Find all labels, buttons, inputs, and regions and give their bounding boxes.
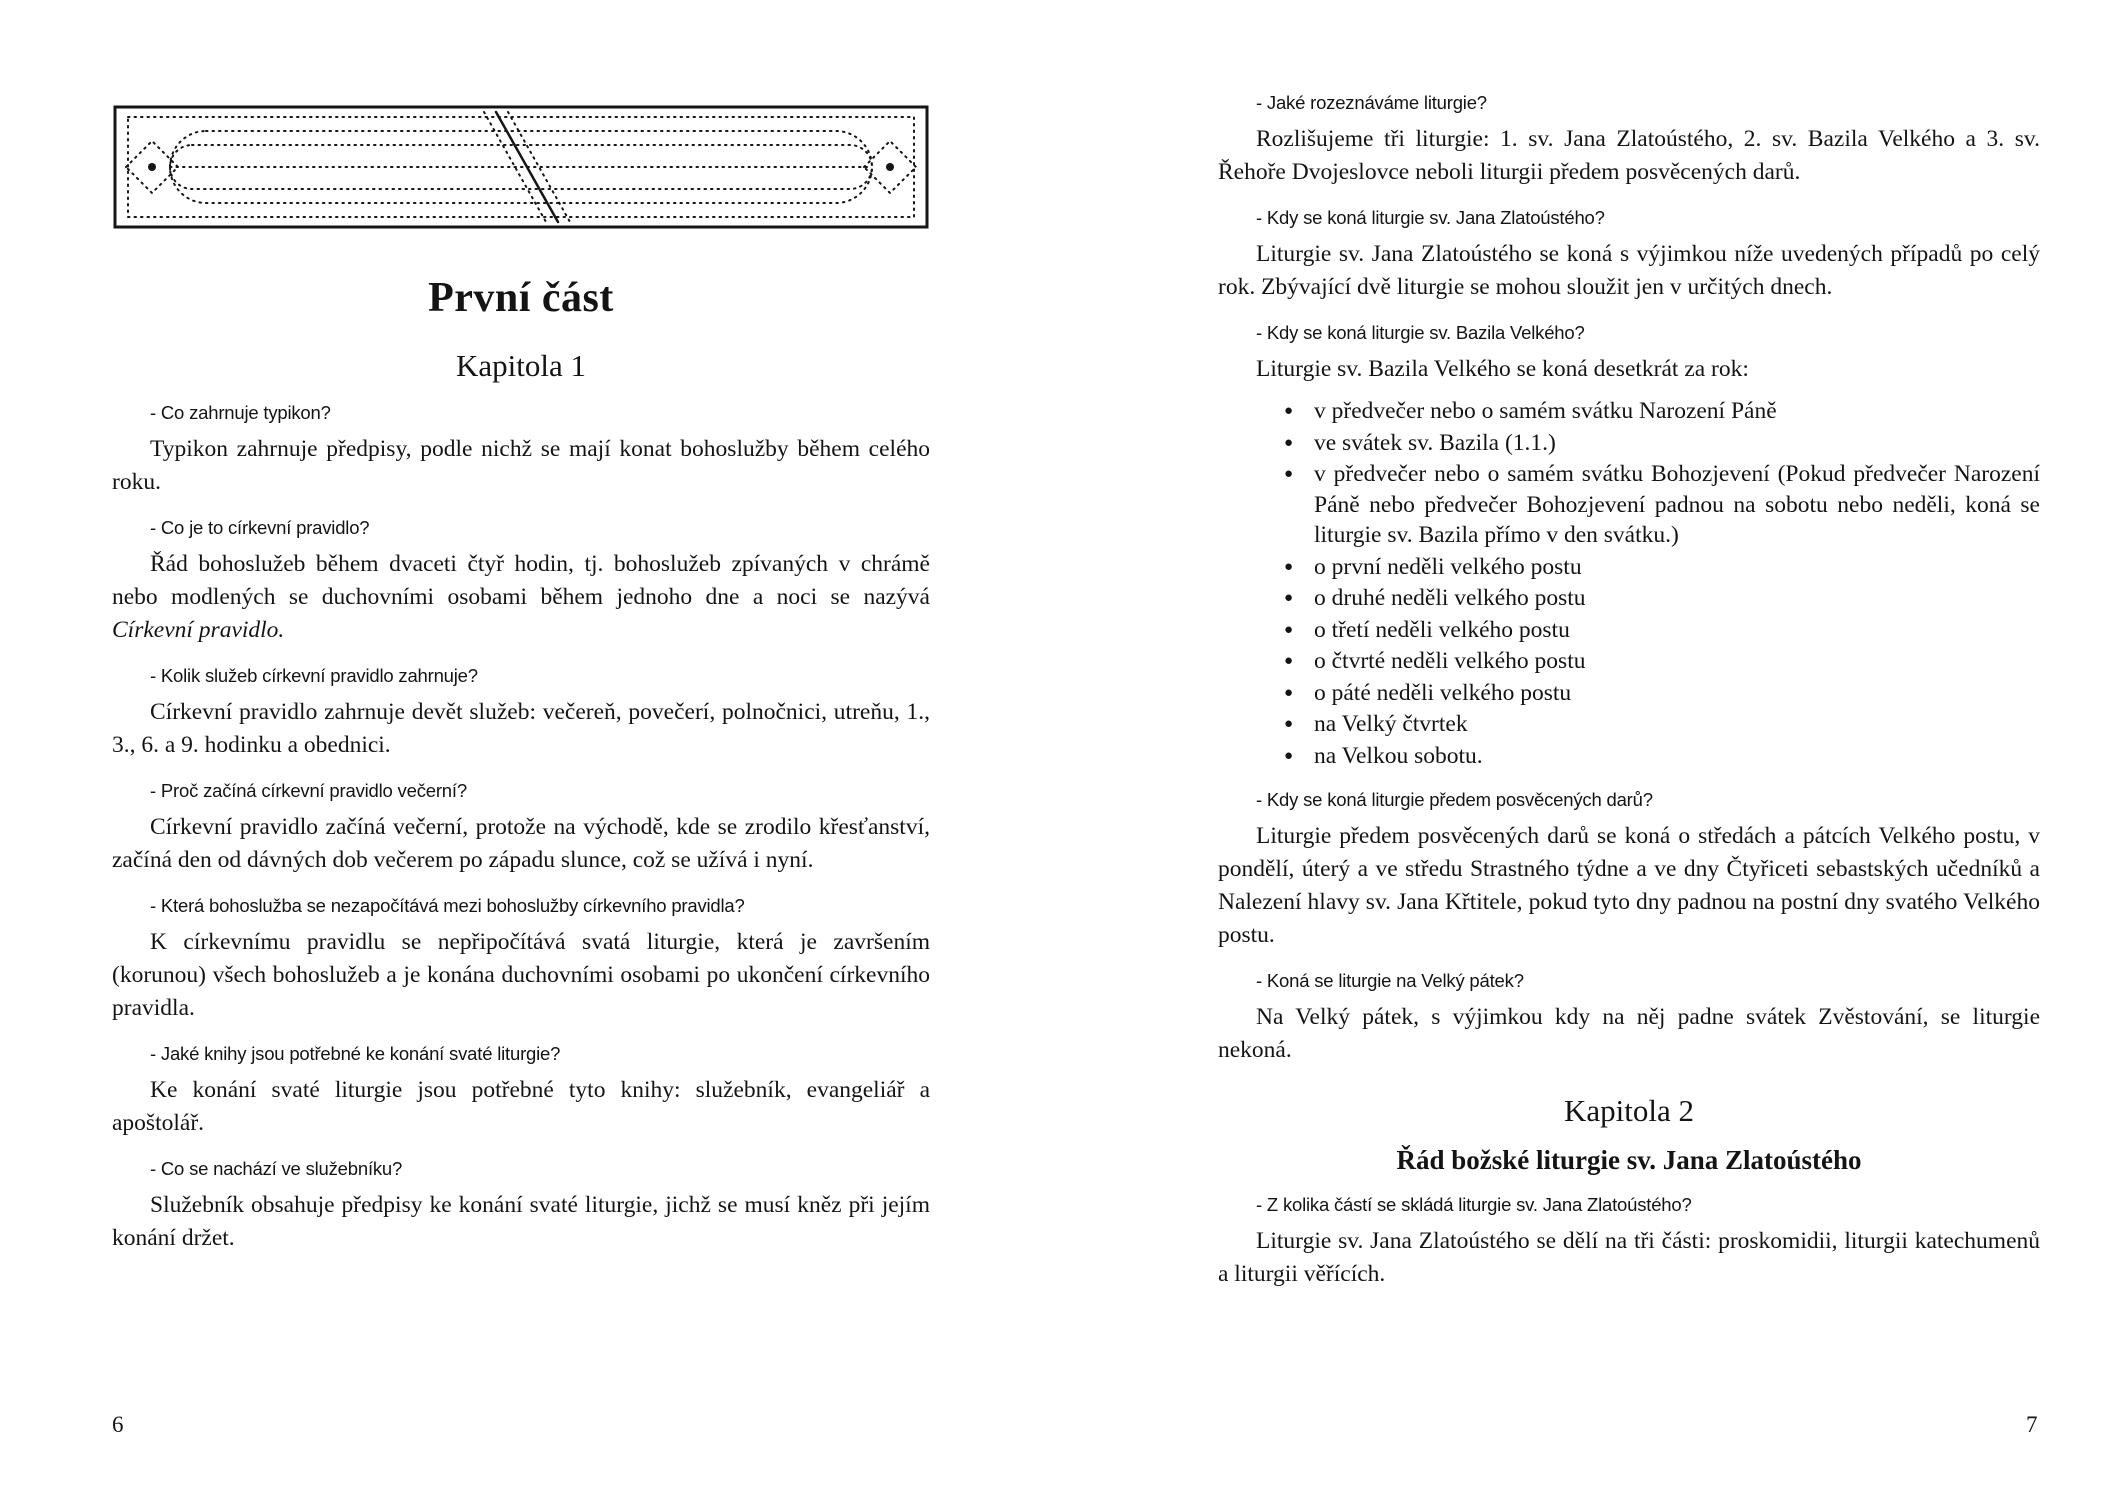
liturgy-dates-list — [1218, 396, 2040, 771]
question: - Koná se liturgie na Velký pátek? — [1256, 970, 1524, 991]
question: - Kdy se koná liturgie sv. Bazila Velkého? — [1256, 322, 1585, 343]
answer: K církevnímu pravidlu se nepřipočítává svatá liturgie, která je završením (korunou) všech bohoslužeb a je konána duchovními osobami po ukončení církevního pravidla. — [112, 929, 930, 1021]
page-left — [112, 0, 930, 1255]
question: - Z kolika částí se skládá liturgie sv. Jana Zlatoústého? — [1256, 1194, 1692, 1215]
question: - Jaké knihy jsou potřebné ke konání svaté liturgie? — [150, 1043, 561, 1064]
answer: Liturgie předem posvěcených darů se koná o středách a pátcích Velkého postu, v pondělí, úterý a ve středu Strastného týdne a ve dny Čtyřiceti sebastských učedníků a Nalezení hlavy sv. Jana Křtitele, pokud tyto dny padnou na postní dny svatého Velkého postu. — [1218, 823, 2040, 948]
page-right — [1218, 0, 2040, 1291]
answer: Rozlišujeme tři liturgie: 1. sv. Jana Zlatoústého, 2. sv. Bazila Velkého a 3. sv. Řehoře Dvojeslovce neboli liturgii předem posvěcených darů. — [1218, 126, 2040, 185]
list-item: ● o čtvrté neděli velkého postu — [1314, 646, 2040, 677]
question: - Kdy se koná liturgie sv. Jana Zlatoústého? — [1256, 207, 1605, 228]
answer: Církevní pravidlo začíná večerní, protože na východě, kde se zrodilo křesťanství, začíná den od dávných dob večerem po západu slunce, což se užívá i nyní. — [112, 814, 930, 873]
answer: Na Velký pátek, s výjimkou kdy na něj padne svátek Zvěstování, se liturgie nekoná. — [1218, 1004, 2040, 1063]
answer — [112, 548, 930, 647]
answer: Služebník obsahuje předpisy ke konání svaté liturgie, jichž se musí kněz při jejím konání držet. — [112, 1192, 930, 1251]
question: - Proč začíná církevní pravidlo večerní? — [150, 780, 467, 801]
answer-italic-term: Církevní pravidlo. — [112, 617, 285, 643]
answer: Církevní pravidlo zahrnuje devět služeb: večereň, povečerí, polnočnici, utreňu, 1., 3., 6. a 9. hodinku a obednici. — [112, 699, 930, 758]
answer: Ke konání svaté liturgie jsou potřebné tyto knihy: služebník, evangeliář a apoštolář. — [112, 1077, 930, 1136]
question: - Kdy se koná liturgie předem posvěcených darů? — [1256, 789, 1653, 810]
list-item: ● v předvečer nebo o samém svátku Narození Páně — [1314, 396, 2040, 427]
list-item: ● v předvečer nebo o samém svátku Bohozjevení (Pokud předvečer Narození Páně nebo předvečer Bohozjevení padnou na sobotu nebo neděli, koná se liturgie sv. Bazila přímo v den svátku.) — [1314, 459, 2040, 551]
question: - Co je to církevní pravidlo? — [150, 517, 370, 538]
knotwork-ornament-icon — [112, 104, 930, 230]
page-number-right: 7 — [2026, 1412, 2038, 1437]
question: - Jaké rozeznáváme liturgie? — [1256, 92, 1487, 113]
list-item: ● o druhé neděli velkého postu — [1314, 583, 2040, 614]
page-number-left: 6 — [112, 1412, 124, 1437]
list-item: ● o páté neděli velkého postu — [1314, 678, 2040, 709]
list-item: ● o třetí neděli velkého postu — [1314, 615, 2040, 646]
ornament-banner — [112, 104, 930, 230]
question: - Která bohoslužba se nezapočítává mezi bohoslužby církevního pravidla? — [150, 895, 745, 916]
list-item: ● ve svátek sv. Bazila (1.1.) — [1314, 428, 2040, 459]
chapter-2-title: Kapitola 2 — [1564, 1093, 1694, 1128]
list-item: ● na Velký čtvrtek — [1314, 709, 2040, 740]
question: - Co zahrnuje typikon? — [150, 402, 331, 423]
section-title: Řád božské liturgie sv. Jana Zlatoústého — [1396, 1145, 1862, 1175]
question: - Co se nachází ve služebníku? — [150, 1158, 403, 1179]
answer-text: Řád bohoslužeb během dvaceti čtyř hodin, tj. bohoslužeb zpívaných v chrámě nebo modlených se duchovními osobami během jednoho dne a noci se nazývá — [112, 551, 930, 610]
list-item: ● na Velkou sobotu. — [1314, 741, 2040, 772]
part-title: První část — [428, 275, 614, 321]
answer: Liturgie sv. Jana Zlatoústého se dělí na tři části: proskomidii, liturgii katechumenů a liturgii věřících. — [1218, 1228, 2040, 1287]
list-item: ● o první neděli velkého postu — [1314, 552, 2040, 583]
answer: Liturgie sv. Bazila Velkého se koná desetkrát za rok: — [1256, 356, 1749, 382]
answer: Typikon zahrnuje předpisy, podle nichž se mají konat bohoslužby během celého roku. — [112, 436, 930, 495]
answer: Liturgie sv. Jana Zlatoústého se koná s výjimkou níže uvedených případů po celý rok. Zbývající dvě liturgie se mohou sloužit jen v určitých dnech. — [1218, 241, 2040, 300]
chapter-1-title: Kapitola 1 — [456, 348, 586, 383]
question: - Kolik služeb církevní pravidlo zahrnuje? — [150, 665, 478, 686]
